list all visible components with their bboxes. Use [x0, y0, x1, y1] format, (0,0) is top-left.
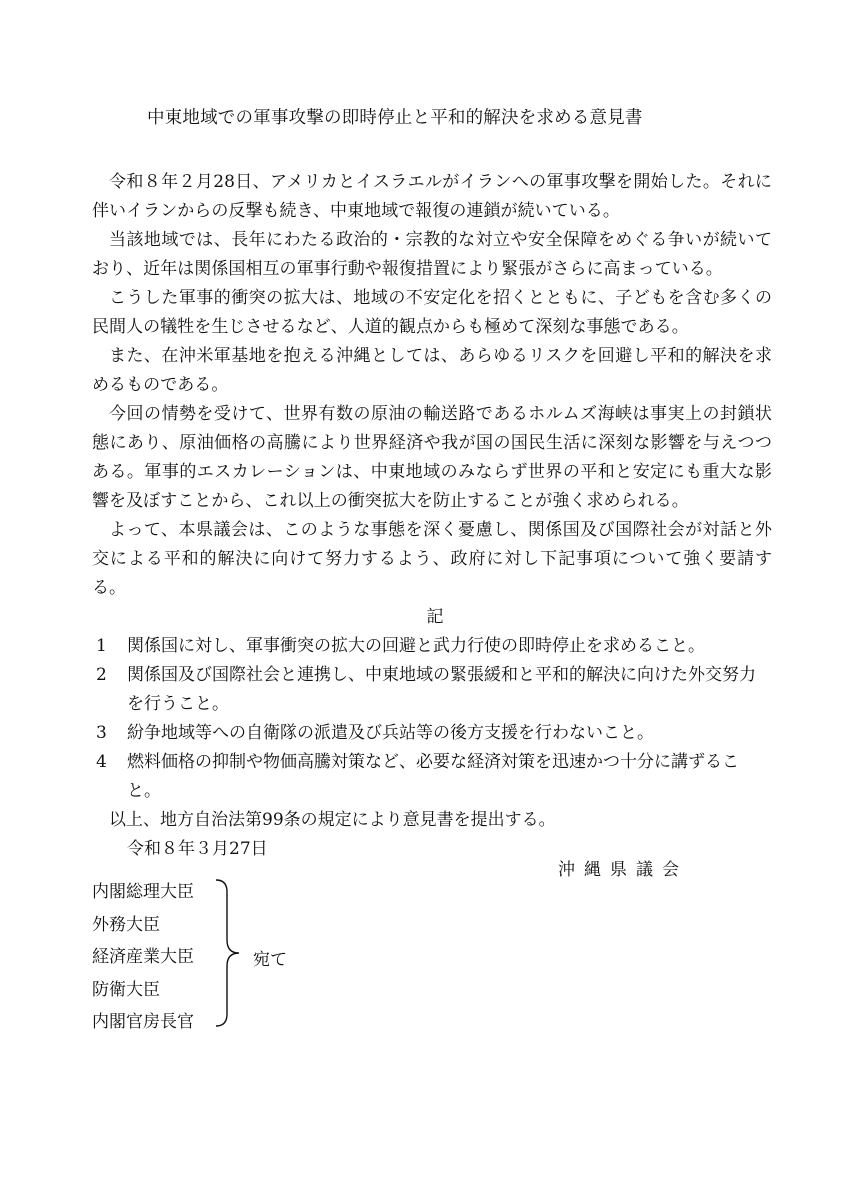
ki-heading: 記 [426, 607, 444, 627]
item-text: 関係国及び国際社会と連携し、中東地域の緊張緩和と平和的解決に向けた外交努力を行うこと。 [127, 665, 756, 714]
item-text: 燃料価格の抑制や物価高騰対策など、必要な経済対策を迅速かつ十分に講ずること。 [127, 752, 739, 801]
document-body [92, 168, 772, 864]
list-item [92, 632, 772, 661]
paragraph-5: 今回の情勢を受けて、世界有数の原油の輸送路であるホルムズ海峡は事実上の封鎖状態にあり、原油価格の高騰により世界経済や我が国の国民生活に深刻な影響を与えつつある。軍事的エスカレーションは、中東地域のみならず世界の平和と安定にも重大な影響を及ぼすことから、これ以上の衝突拡大を防止することが強く求められる。 [92, 404, 772, 511]
paragraph-2: 当該地域では、長年にわたる政治的・宗教的な対立や安全保障をめぐる争いが続いており、近年は関係国相互の軍事行動や報復措置により緊張がさらに高まっている。 [92, 230, 772, 279]
paragraph-3: こうした軍事的衝突の拡大は、地域の不安定化を招くとともに、子どもを含む多くの民間人の犠牲を生じさせるなど、人道的観点からも極めて深刻な事態である。 [92, 288, 772, 337]
brace-icon [213, 878, 243, 1028]
list-item [92, 748, 772, 806]
addressee-item: 内閣官房長官 [92, 1012, 194, 1032]
addressee-item: 内閣総理大臣 [92, 882, 194, 902]
addressee-item: 外務大臣 [92, 914, 160, 935]
closing-statement: 以上、地方自治法第99条の規定により意見書を提出する。 [109, 810, 556, 830]
item-number: 1 [96, 636, 107, 656]
assembly-name: 沖縄県議会 [558, 860, 688, 880]
paragraph-6: よって、本県議会は、このような事態を深く憂慮し、関係国及び国際社会が対話と外交による平和的解決に向けて努力するよう、政府に対し下記事項について強く要請する。 [92, 520, 772, 598]
addressee-item: 経済産業大臣 [92, 947, 194, 967]
item-number: 2 [96, 665, 107, 685]
document-title: 中東地域での軍事攻撃の即時停止と平和的解決を求める意見書 [147, 108, 643, 128]
list-item [92, 719, 772, 748]
document-date: 令和８年３月27日 [127, 839, 268, 859]
item-number: 4 [96, 752, 107, 772]
item-number: 3 [96, 723, 107, 743]
item-text: 紛争地域等への自衛隊の派遣及び兵站等の後方支援を行わないこと。 [127, 723, 654, 743]
item-text: 関係国に対し、軍事衝突の拡大の回避と武力行使の即時停止を求めること。 [127, 636, 705, 656]
list-item [92, 661, 772, 719]
paragraph-1: 令和８年２月28日、アメリカとイスラエルがイランへの軍事攻撃を開始した。それに伴いイランからの反撃も続き、中東地域で報復の連鎖が続いている。 [92, 172, 772, 221]
addressed-to-label: 宛て [253, 950, 287, 970]
addressee-item: 防衛大臣 [92, 979, 160, 1000]
paragraph-4: また、在沖米軍基地を抱える沖縄としては、あらゆるリスクを回避し平和的解決を求めるものである。 [92, 346, 772, 395]
